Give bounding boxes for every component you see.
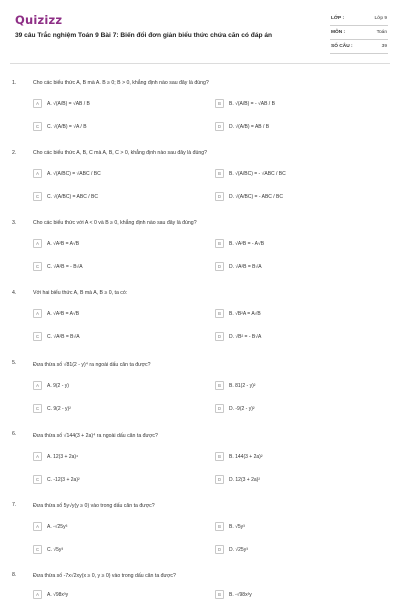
option-text: C. √5y³ (47, 546, 64, 553)
option-text: D. √(A/B) = AB / B (229, 123, 270, 130)
option-d[interactable] (215, 403, 383, 414)
option-text: A. 12(3 + 2a)⁴ (47, 453, 79, 460)
option-a[interactable] (33, 451, 201, 462)
option-letter-box: B (215, 169, 224, 178)
meta-row-count (330, 40, 388, 54)
question-text: Cho các biểu thức với A < 0 và B ≥ 0, khẳng định nào sau đây là đúng? (33, 220, 197, 226)
option-d[interactable] (215, 261, 383, 272)
question-number: 4. (12, 290, 17, 296)
option-d[interactable] (215, 544, 383, 555)
header-divider (10, 63, 390, 64)
option-letter-box: B (215, 381, 224, 390)
option-text: B. 81(2 - y)² (229, 382, 256, 389)
option-text: B. √5y³ (229, 523, 245, 530)
option-letter-box: D (215, 475, 224, 484)
option-text: C. 9(2 - y)² (47, 405, 71, 412)
option-a[interactable] (33, 98, 201, 109)
option-letter-box: A (33, 590, 42, 599)
meta-value: Toán (376, 30, 387, 35)
option-text: B. √(A/BC) = - √ABC / BC (229, 170, 286, 177)
option-d[interactable] (215, 474, 383, 485)
option-d[interactable] (215, 121, 383, 132)
option-c[interactable] (33, 544, 201, 555)
meta-key: SỐ CÂU : (331, 44, 353, 49)
meta-key: MÔN : (331, 30, 346, 35)
option-c[interactable] (33, 403, 201, 414)
question-text: Đưa thừa số √144(3 + 2a)⁴ ra ngoài dấu căn ta được? (33, 433, 158, 439)
question-number: 7. (12, 502, 17, 508)
meta-row-class (330, 12, 388, 26)
option-a[interactable] (33, 589, 201, 600)
option-a[interactable] (33, 521, 201, 532)
option-letter-box: A (33, 452, 42, 461)
option-letter-box: A (33, 169, 42, 178)
question-text: Với hai biểu thức A, B mà A, B ≥ 0, ta có: (33, 290, 128, 296)
option-b[interactable] (215, 451, 383, 462)
option-text: B. √A²B = - A√B (229, 240, 265, 247)
option-text: C. √(A/BC) = ABC / BC (47, 193, 98, 200)
quizizz-logo: Quizizz (15, 13, 63, 27)
option-b[interactable] (215, 238, 383, 249)
option-letter-box: B (215, 309, 224, 318)
option-letter-box: A (33, 99, 42, 108)
option-text: B. √(A/B) = - √AB / B (229, 100, 275, 107)
option-b[interactable] (215, 380, 383, 391)
question-text: Đưa thừa số √81(2 - y)⁴ ra ngoài dấu căn ta được? (33, 362, 151, 368)
meta-key: LỚP : (331, 16, 345, 21)
option-text: D. √(A/BC) = - ABC / BC (229, 193, 284, 200)
option-d[interactable] (215, 331, 383, 342)
option-letter-box: D (215, 192, 224, 201)
option-b[interactable] (215, 308, 383, 319)
option-a[interactable] (33, 308, 201, 319)
option-b[interactable] (215, 168, 383, 179)
option-text: B. √B²A = A√B (229, 310, 261, 317)
option-letter-box: D (215, 122, 224, 131)
option-letter-box: A (33, 381, 42, 390)
option-b[interactable] (215, 521, 383, 532)
option-letter-box: C (33, 475, 42, 484)
option-letter-box: B (215, 99, 224, 108)
option-letter-box: B (215, 452, 224, 461)
question-number: 8. (12, 572, 17, 578)
option-c[interactable] (33, 474, 201, 485)
option-text: C. √A²B = B√A (47, 333, 80, 340)
option-text: A. √A²B = A√B (47, 310, 80, 317)
option-text: A. √(A/B) = √AB / B (47, 100, 90, 107)
option-c[interactable] (33, 261, 201, 272)
option-a[interactable] (33, 238, 201, 249)
option-a[interactable] (33, 380, 201, 391)
option-letter-box: C (33, 332, 42, 341)
option-text: A. -√25y³ (47, 523, 68, 530)
question-text: Đưa thừa số -7x√2xy(x ≥ 0, y ≥ 0) vào trong dấu căn ta được? (33, 573, 176, 579)
option-b[interactable] (215, 98, 383, 109)
option-text: B. 144(3 + 2a)² (229, 453, 263, 460)
option-text: C. -12(3 + 2a)² (47, 476, 80, 483)
question-text: Cho các biểu thức A, B mà A. B ≥ 0; B > 0, khẳng định nào sau đây là đúng? (33, 80, 209, 86)
question-number: 5. (12, 360, 17, 366)
option-letter-box: C (33, 262, 42, 271)
meta-value: Lớp 9 (374, 16, 387, 21)
question-text: Cho các biểu thức A, B, C mà A, B, C > 0, khẳng định nào sau đây là đúng? (33, 150, 208, 156)
option-text: C. √(A/B) = √A / B (47, 123, 87, 130)
option-d[interactable] (215, 191, 383, 202)
page-title: 39 câu Trắc nghiệm Toán 9 Bài 7: Biến đổi đơn giản biểu thức chứa căn có đáp án (15, 32, 273, 39)
option-text: C. √A²B = - B√A (47, 263, 83, 270)
option-letter-box: D (215, 404, 224, 413)
option-letter-box: A (33, 239, 42, 248)
option-letter-box: A (33, 522, 42, 531)
question-number: 2. (12, 150, 17, 156)
option-letter-box: A (33, 309, 42, 318)
option-c[interactable] (33, 191, 201, 202)
option-b[interactable] (215, 589, 383, 600)
option-c[interactable] (33, 121, 201, 132)
question-number: 6. (12, 431, 17, 437)
option-text: D. √25y³ (229, 546, 248, 553)
option-text: D. -9(2 - y)² (229, 405, 255, 412)
option-letter-box: C (33, 192, 42, 201)
option-letter-box: B (215, 239, 224, 248)
meta-table (330, 12, 388, 54)
option-text: A. 9(2 - y) (47, 382, 69, 389)
option-text: A. √A²B = A√B (47, 240, 80, 247)
option-letter-box: B (215, 590, 224, 599)
question-text: Đưa thừa số 5y√y(y ≥ 0) vào trong dấu căn ta được? (33, 503, 155, 509)
option-text: A. √98x³y (47, 591, 69, 598)
question-number: 3. (12, 220, 17, 226)
option-letter-box: C (33, 545, 42, 554)
option-letter-box: D (215, 262, 224, 271)
option-text: B. -√98x³y (229, 591, 252, 598)
meta-row-subject (330, 26, 388, 40)
option-text: D. √A²B = B√A (229, 263, 262, 270)
option-letter-box: D (215, 545, 224, 554)
question-number: 1. (12, 80, 17, 86)
meta-value: 39 (381, 44, 387, 49)
option-text: D. 12(3 + 2a)² (229, 476, 260, 483)
option-letter-box: B (215, 522, 224, 531)
option-text: A. √(A/BC) = √ABC / BC (47, 170, 101, 177)
option-letter-box: C (33, 404, 42, 413)
option-text: D. √B² = - B√A (229, 333, 262, 340)
option-letter-box: D (215, 332, 224, 341)
option-letter-box: C (33, 122, 42, 131)
option-a[interactable] (33, 168, 201, 179)
option-c[interactable] (33, 331, 201, 342)
